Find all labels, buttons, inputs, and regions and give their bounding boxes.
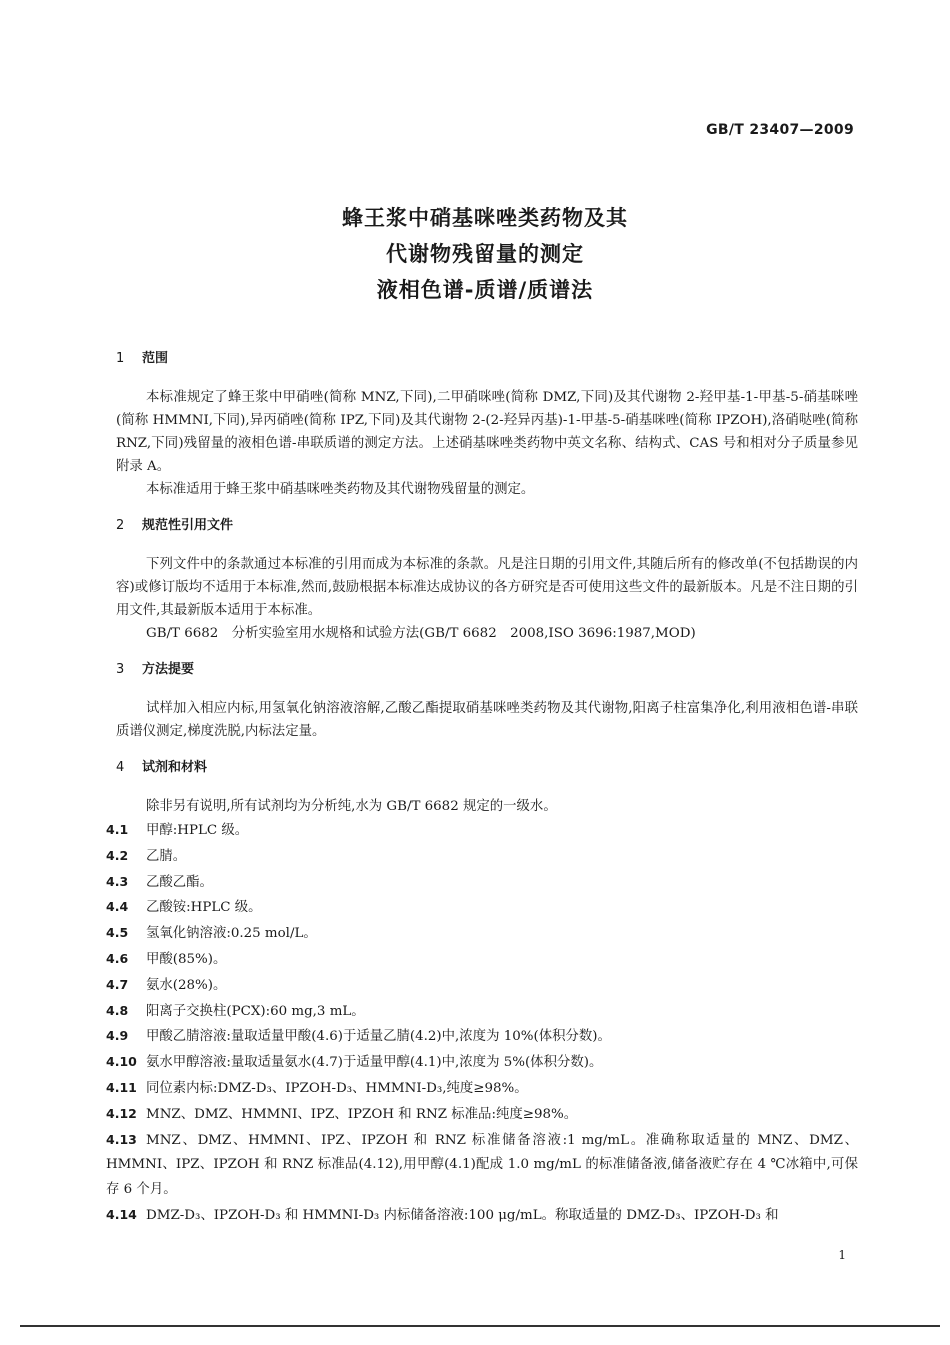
paragraph: 本标准适用于蜂王浆中硝基咪唑类药物及其代谢物残留量的测定。 <box>146 482 535 497</box>
title-line-2: 代谢物残留量的测定 <box>386 242 584 266</box>
item-number: 4.3 <box>106 873 129 889</box>
section-number: 3 <box>116 662 125 677</box>
item-number: 4.1 <box>106 822 129 837</box>
item-number: 4.12 <box>106 1105 137 1121</box>
list-item <box>106 999 858 1025</box>
paragraph: 试样加入相应内标,用氢氧化钠溶液溶解,乙酸乙酯提取硝基咪唑类药物及其代谢物,阳离子柱富集净化,利用液相色谱-串联质谱仪测定,梯度洗脱,内标法定量。 <box>116 701 858 739</box>
section-scope <box>116 348 858 501</box>
item-text: 同位素内标:DMZ-D₃、IPZOH-D₃、HMMNI-D₃,纯度≥98%。 <box>146 1080 528 1096</box>
reference-entry: GB/T 6682 分析实验室用水规格和试验方法(GB/T 6682 2008,ISO 3696:1987,MOD) <box>146 626 696 641</box>
item-text: 甲酸(85%)。 <box>146 951 227 967</box>
list-item <box>106 870 858 896</box>
section-number: 4 <box>116 760 125 775</box>
paragraph: 除非另有说明,所有试剂均为分析纯,水为 GB/T 6682 规定的一级水。 <box>146 799 557 814</box>
item-number: 4.6 <box>106 950 129 966</box>
title-line-3: 液相色谱-质谱/质谱法 <box>376 278 594 302</box>
item-number: 4.14 <box>106 1206 137 1222</box>
footer-rule <box>20 1325 940 1327</box>
paragraph: 本标准规定了蜂王浆中甲硝唑(简称 MNZ,下同),二甲硝咪唑(简称 DMZ,下同)及其代谢物 2-羟甲基-1-甲基-5-硝基咪唑(简称 HMMNI,下同),异丙硝唑(简称 IPZ,下同)及其代谢物 2-(2-羟异丙基)-1-甲基-5-硝基咪唑(简称 IPZOH),洛硝哒唑(简称 RNZ,下同)残留量的液相色谱-串联质谱的测定方法。上述硝基咪唑类药物中英文名称、结构式、CAS 号和相对分子质量参见附录 A。 <box>116 390 858 474</box>
title-line-1: 蜂王浆中硝基咪唑类药物及其 <box>342 206 628 230</box>
list-item <box>106 947 858 973</box>
list-item <box>106 921 858 947</box>
item-number: 4.4 <box>106 899 129 915</box>
list-item <box>106 1102 858 1128</box>
list-item <box>106 895 858 921</box>
list-item <box>106 818 858 844</box>
item-number: 4.5 <box>106 925 129 941</box>
item-text: 甲酸乙腈溶液:量取适量甲酸(4.6)于适量乙腈(4.2)中,浓度为 10%(体积分数)。 <box>146 1029 611 1045</box>
item-text: 乙腈。 <box>146 848 187 864</box>
item-number: 4.8 <box>106 1002 129 1018</box>
section-number: 1 <box>116 351 125 366</box>
item-text: MNZ、DMZ、HMMNI、IPZ、IPZOH 和 RNZ 标准品:纯度≥98%。 <box>146 1106 578 1122</box>
item-text: DMZ-D₃、IPZOH-D₃ 和 HMMNI-D₃ 内标储备溶液:100 μg/mL。称取适量的 DMZ-D₃、IPZOH-D₃ 和 <box>146 1207 779 1223</box>
document-title <box>0 200 950 308</box>
list-item <box>106 973 858 999</box>
section-title: 方法提要 <box>142 662 195 677</box>
document-body <box>106 348 858 1243</box>
item-text: MNZ、DMZ、HMMNI、IPZ、IPZOH 和 RNZ 标准储备溶液:1 mg/mL。准确称取适量的 MNZ、DMZ、HMMNI、IPZ、IPZOH 和 RNZ 标准品(4.12),用甲醇(4.1)配成 1.0 mg/mL 的标准储备液,储备液贮存在 4 ℃冰箱中,可保存 6 个月。 <box>106 1132 858 1198</box>
item-number: 4.10 <box>106 1054 137 1070</box>
section-reagents <box>106 757 858 1229</box>
section-title: 试剂和材料 <box>142 760 208 775</box>
item-number: 4.9 <box>106 1028 129 1044</box>
list-item <box>106 1076 858 1102</box>
page-number: 1 <box>838 1248 846 1262</box>
item-text: 乙酸乙酯。 <box>146 874 213 890</box>
item-text: 氢氧化钠溶液:0.25 mol/L。 <box>146 926 317 942</box>
item-text: 甲醇:HPLC 级。 <box>146 823 249 838</box>
item-text: 氨水甲醇溶液:量取适量氨水(4.7)于适量甲醇(4.1)中,浓度为 5%(体积分数)。 <box>146 1055 603 1071</box>
item-number: 4.13 <box>106 1131 137 1147</box>
section-title: 范围 <box>142 351 169 366</box>
paragraph: 下列文件中的条款通过本标准的引用而成为本标准的条款。凡是注日期的引用文件,其随后所有的修改单(不包括勘误的内容)或修订版均不适用于本标准,然而,鼓励根据本标准达成协议的各方研究是否可使用这些文件的最新版本。凡是不注日期的引用文件,其最新版本适用于本标准。 <box>116 557 858 618</box>
section-method-summary <box>116 659 858 743</box>
section-heading <box>116 348 858 370</box>
list-item <box>106 1050 858 1076</box>
section-heading <box>116 659 858 681</box>
item-text: 阳离子交换柱(PCX):60 mg,3 mL。 <box>146 1003 365 1019</box>
list-item <box>106 1128 858 1203</box>
item-number: 4.7 <box>106 976 129 992</box>
list-item <box>106 1203 858 1229</box>
list-item <box>106 844 858 870</box>
section-normative-references <box>116 515 858 645</box>
item-text: 乙酸铵:HPLC 级。 <box>146 900 262 916</box>
list-item <box>106 1024 858 1050</box>
item-text: 氨水(28%)。 <box>146 977 227 993</box>
item-number: 4.11 <box>106 1079 137 1095</box>
section-heading <box>116 515 858 537</box>
section-title: 规范性引用文件 <box>142 518 234 533</box>
section-heading <box>116 757 858 779</box>
section-number: 2 <box>116 518 125 533</box>
item-number: 4.2 <box>106 847 129 863</box>
standard-code: GB/T 23407—2009 <box>706 122 854 138</box>
